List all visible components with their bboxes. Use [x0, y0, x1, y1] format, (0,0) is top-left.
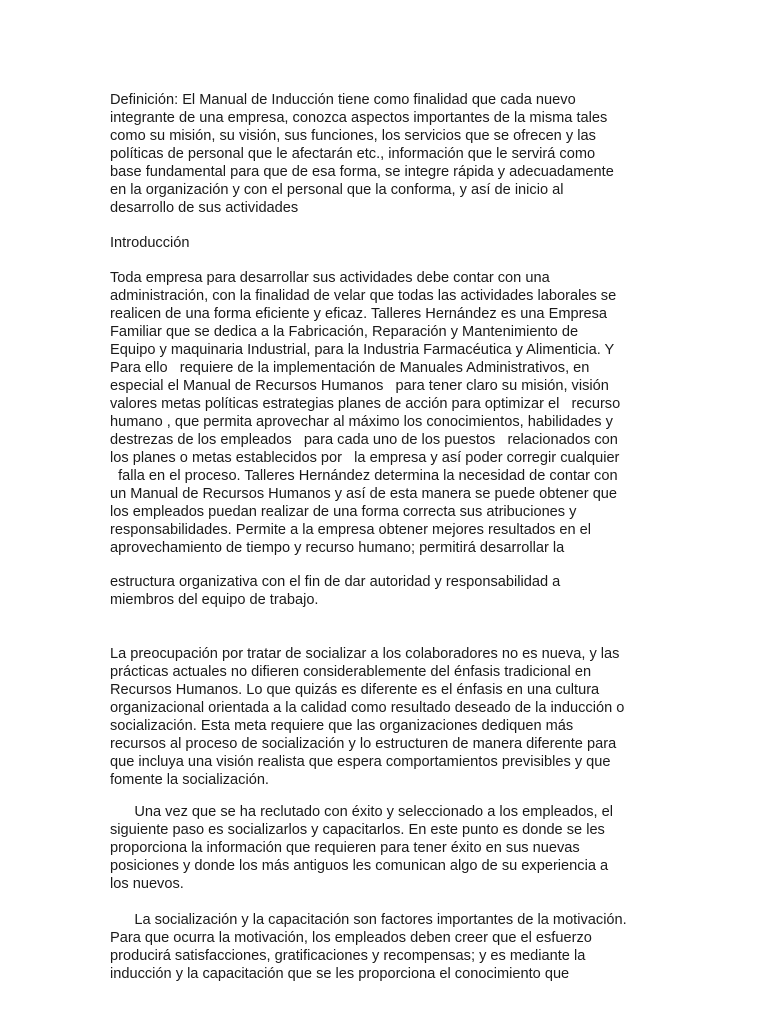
introduction-heading: Introducción [110, 235, 190, 251]
definition-paragraph: Definición: El Manual de Inducción tiene como finalidad que cada nuevo integrante de una empresa, conozca aspectos importantes de la misma tales como su misión, su visión, sus funciones, los servicios que se ofrecen y las políticas de personal que le afectarán etc., información que le servirá como base fundamental para que de esa forma, se integre rápida y adecuadamente en la organización y con el personal que la conforma, y así de inicio al desarrollo de sus actividades [110, 92, 614, 216]
introduction-paragraph: Toda empresa para desarrollar sus actividades debe contar con una administración, con la finalidad de velar que todas las actividades laborales se realicen de una forma eficiente y eficaz. Talleres Hernández es una Empresa Familiar que se dedica a la Fabricación, Reparación y Mantenimiento de Equipo y maquinaria Industrial, para la Industria Farmacéutica y Alimenticia. Y Para ello requiere de la implementación de Manuales Administrativos, en especial el Manual de Recursos Humanos para tener claro su misión, visión valores metas políticas estrategias planes de acción para optimizar el recurso humano , que permita aprovechar al máximo los conocimientos, habilidades y destrezas de los empleados para cada uno de los puestos relacionados con los planes o metas establecidos por la empresa y así poder corregir cualquier falla en el proceso. Talleres Hernández determina la necesidad de contar con un Manual de Recursos Humanos y así de esta manera se puede obtener que los empleados puedan realizar de una forma correcta sus atribuciones y responsabilidades. Permite a la empresa obtener mejores resultados en el aprovechamiento de tiempo y recurso humano; permitirá desarrollar la [110, 270, 621, 556]
structure-paragraph: estructura organizativa con el fin de dar autoridad y responsabilidad a miembros del equipo de trabajo. [110, 574, 561, 608]
socialization-paragraph: La preocupación por tratar de socializar a los colaboradores no es nueva, y las prácticas actuales no difieren considerablemente del énfasis tradicional en Recursos Humanos. Lo que quizás es diferente es el énfasis en una cultura organizacional orientada a la calidad como resultado deseado de la inducción o socialización. Esta meta requiere que las organizaciones dediquen más recursos al proceso de socialización y lo estructuren de manera diferente para que incluya una visión realista que espera comportamientos previsibles y que fomente la socialización. [110, 646, 625, 788]
recruitment-paragraph: Una vez que se ha reclutado con éxito y seleccionado a los empleados, el siguiente paso es socializarlos y capacitarlos. En este punto es donde se les proporciona la información que requieren para tener éxito en sus nuevas posiciones y donde los más antiguos les comunican algo de su experiencia a los nuevos. [110, 804, 613, 892]
motivation-paragraph: La socialización y la capacitación son factores importantes de la motivación. Para que ocurra la motivación, los empleados deben creer que el esfuerzo producirá satisfacciones, gratificaciones y recompensas; y es mediante la inducción y la capacitación que se les proporciona el conocimiento que [110, 912, 627, 982]
